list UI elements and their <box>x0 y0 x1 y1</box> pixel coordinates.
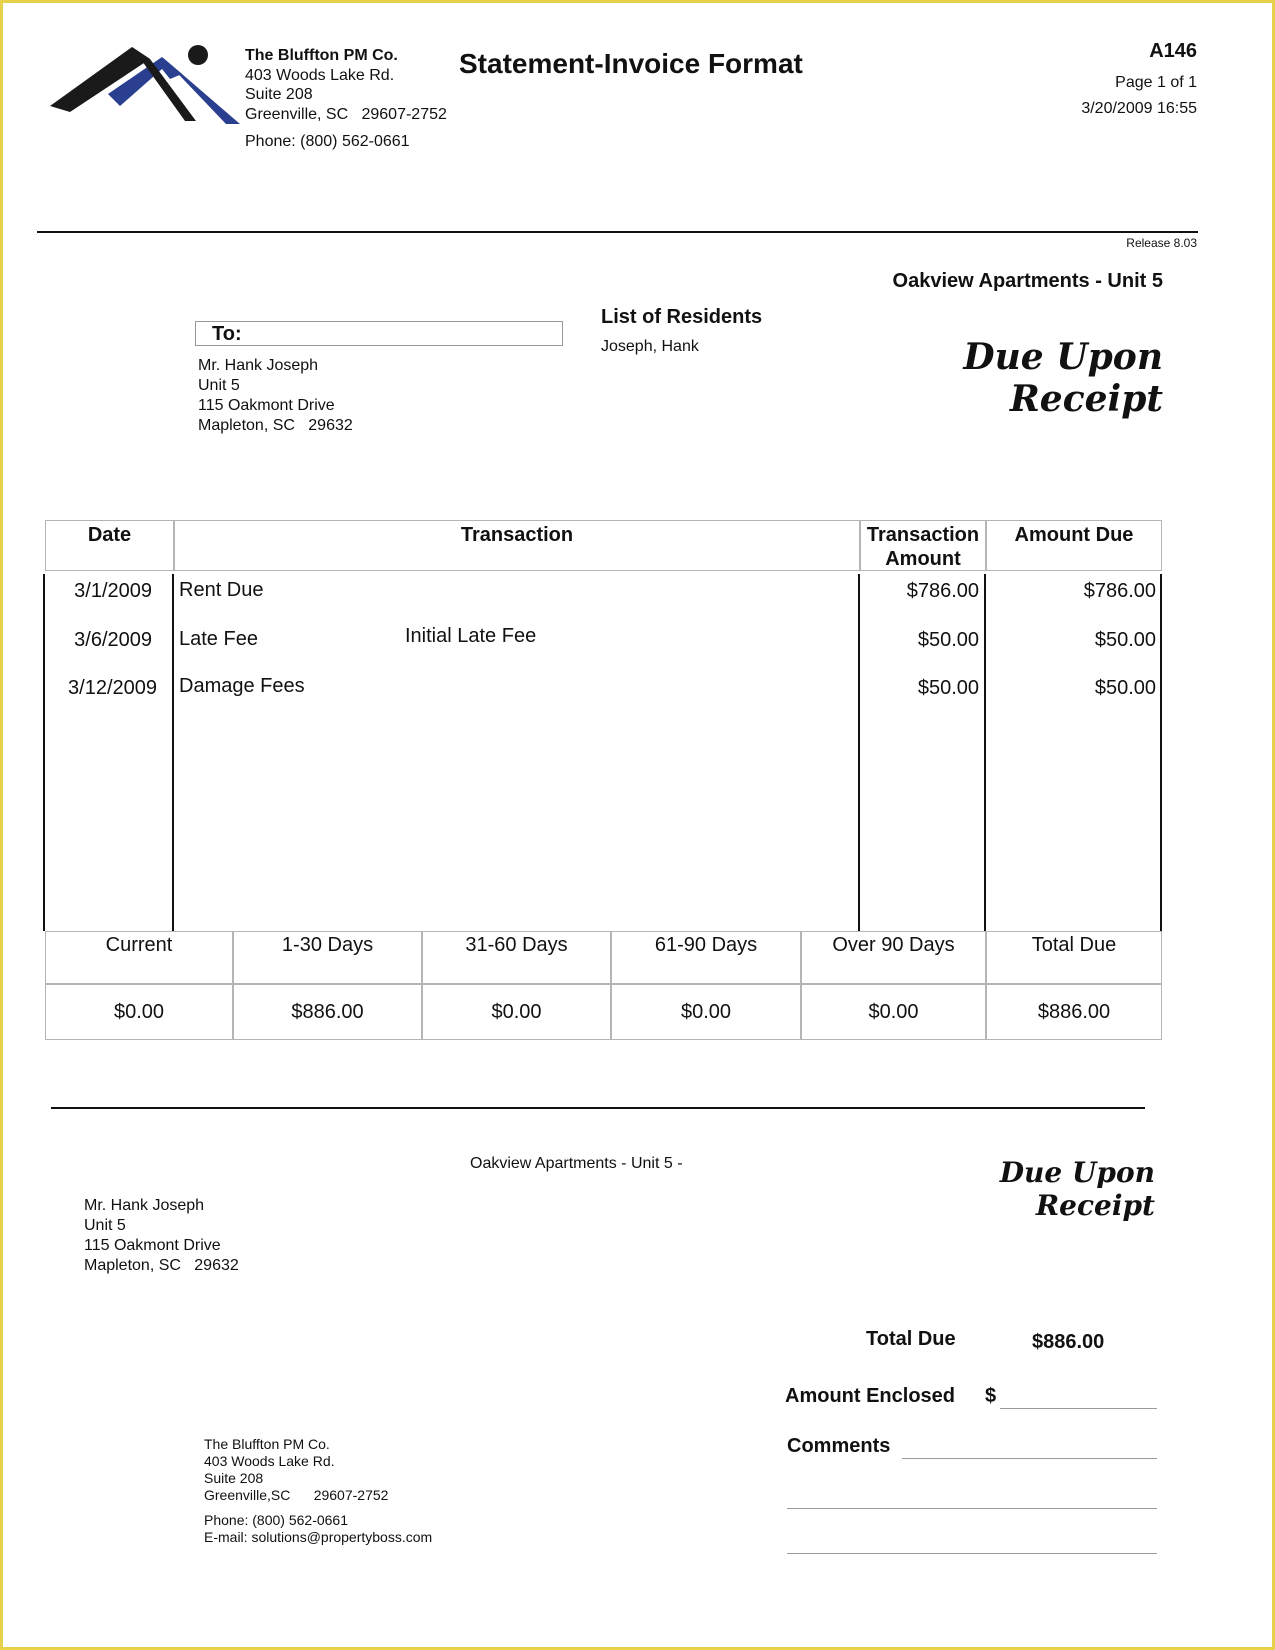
column-header-amount-due: Amount Due <box>986 520 1162 571</box>
residents-heading: List of Residents <box>601 306 763 328</box>
recipient-address <box>198 356 353 436</box>
remittance-company-address-line2: Suite 208 <box>204 1470 264 1486</box>
table-cell-amount-due: $50.00 <box>1094 677 1156 699</box>
aging-header-total-due: Total Due <box>986 931 1162 984</box>
page-number: Page 1 of 1 <box>1115 74 1197 91</box>
aging-value-31-60: $0.00 <box>422 984 611 1040</box>
table-cell-amount: $50.00 <box>917 677 979 699</box>
table-border-right <box>1160 574 1162 931</box>
comments-field-line1[interactable] <box>902 1458 1157 1459</box>
aging-header-1-30: 1-30 Days <box>233 931 422 984</box>
aging-header-current: Current <box>45 931 233 984</box>
due-terms-heading: Due Upon Receipt <box>963 336 1163 420</box>
remittance-recipient-name: Mr. Hank Joseph <box>84 1197 205 1214</box>
amount-enclosed-dollar-sign: $ <box>985 1385 997 1407</box>
document-datetime: 3/20/2009 16:55 <box>1081 100 1197 117</box>
amount-enclosed-label: Amount Enclosed <box>785 1385 956 1407</box>
remittance-company-address-line1: 403 Woods Lake Rd. <box>204 1453 335 1469</box>
remittance-recipient-unit: Unit 5 <box>84 1217 126 1234</box>
aging-header-over-90: Over 90 Days <box>801 931 986 984</box>
table-cell-amount-due: $50.00 <box>1094 629 1156 651</box>
aging-value-1-30: $886.00 <box>233 984 422 1040</box>
company-logo-mountain-icon <box>50 44 240 129</box>
table-cell-amount: $786.00 <box>906 580 979 602</box>
table-cell-note: Initial Late Fee <box>405 625 537 647</box>
column-header-transaction-amount <box>860 520 986 571</box>
aging-value-current: $0.00 <box>45 984 233 1040</box>
document-meta <box>980 38 1197 122</box>
recipient-street: 115 Oakmont Drive <box>198 397 335 414</box>
remittance-company-email: E-mail: solutions@propertyboss.com <box>204 1529 433 1545</box>
recipient-name: Mr. Hank Joseph <box>198 357 319 374</box>
column-header-transaction: Transaction <box>174 520 860 571</box>
company-address-line1: 403 Woods Lake Rd. <box>245 66 395 84</box>
document-title: Statement-Invoice Format <box>459 48 803 79</box>
column-header-transaction-amount-line2: Amount <box>885 548 961 570</box>
aging-header-31-60: 31-60 Days <box>422 931 611 984</box>
company-name: The Bluffton PM Co. <box>245 47 398 64</box>
remittance-property-unit: Oakview Apartments - Unit 5 - <box>470 1155 683 1172</box>
residents-list: Joseph, Hank <box>601 338 699 355</box>
company-address-block <box>245 46 447 152</box>
column-header-transaction-amount-line1: Transaction <box>866 524 980 546</box>
comments-label: Comments <box>787 1435 891 1457</box>
header-divider <box>37 231 1198 233</box>
comments-field-line2[interactable] <box>787 1508 1157 1509</box>
aging-value-61-90: $0.00 <box>611 984 801 1040</box>
table-divider-amount <box>984 574 986 931</box>
table-cell-description: Late Fee <box>179 628 258 650</box>
table-cell-amount: $50.00 <box>917 629 979 651</box>
table-border-left <box>43 574 45 931</box>
document-code: A146 <box>1149 40 1197 62</box>
table-divider-transaction <box>858 574 860 931</box>
remittance-company-city-state-zip: Greenville,SC 29607-2752 <box>204 1487 389 1503</box>
to-label-box: To: <box>195 321 563 346</box>
remittance-recipient-city-state-zip: Mapleton, SC 29632 <box>84 1257 239 1274</box>
table-cell-description: Damage Fees <box>179 675 305 697</box>
release-version: Release 8.03 <box>1126 236 1197 250</box>
remittance-divider <box>51 1107 1145 1109</box>
recipient-city-state-zip: Mapleton, SC 29632 <box>198 417 353 434</box>
table-cell-date: 3/1/2009 <box>74 580 152 602</box>
remittance-recipient-street: 115 Oakmont Drive <box>84 1237 221 1254</box>
remittance-recipient-address <box>84 1196 239 1276</box>
table-cell-description: Rent Due <box>179 579 264 601</box>
column-header-date: Date <box>45 520 174 571</box>
remittance-company-name: The Bluffton PM Co. <box>204 1436 330 1452</box>
aging-header-61-90: 61-90 Days <box>611 931 801 984</box>
comments-field-line3[interactable] <box>787 1553 1157 1554</box>
table-cell-date: 3/6/2009 <box>74 629 152 651</box>
remittance-total-due-label: Total Due <box>866 1328 956 1350</box>
remittance-total-due-value: $886.00 <box>1032 1331 1105 1353</box>
remittance-company-phone: Phone: (800) 562-0661 <box>204 1512 348 1528</box>
amount-enclosed-field[interactable] <box>1000 1408 1157 1409</box>
aging-value-over-90: $0.00 <box>801 984 986 1040</box>
remittance-company-address <box>204 1436 432 1546</box>
remittance-due-terms: Due Upon Receipt <box>999 1156 1155 1222</box>
company-city-state-zip: Greenville, SC 29607-2752 <box>245 105 447 123</box>
table-cell-date: 3/12/2009 <box>68 677 157 699</box>
table-cell-amount-due: $786.00 <box>1083 580 1156 602</box>
property-unit-heading: Oakview Apartments - Unit 5 <box>892 270 1163 292</box>
company-phone: Phone: (800) 562-0661 <box>245 133 410 150</box>
recipient-unit: Unit 5 <box>198 377 240 394</box>
table-divider-date <box>172 574 174 931</box>
aging-value-total-due: $886.00 <box>986 984 1162 1040</box>
company-address-line2: Suite 208 <box>245 86 313 103</box>
